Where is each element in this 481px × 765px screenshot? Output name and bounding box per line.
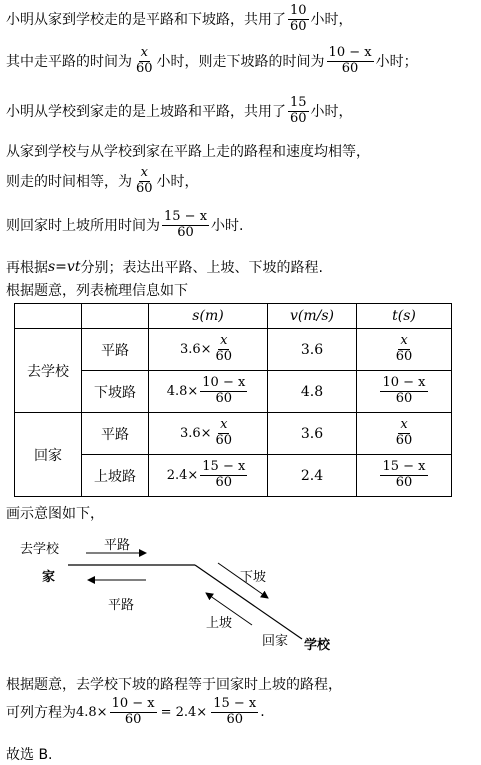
table-road-type: 下坡路 [82, 371, 149, 413]
table-time-cell [357, 413, 452, 455]
fraction-denominator: 60 [290, 18, 307, 34]
fraction-numerator: 10 − x [328, 45, 372, 60]
equation-fraction-2 [211, 697, 258, 728]
fraction-numerator: 10 − x [382, 375, 426, 391]
text-line-2 [6, 46, 418, 77]
fraction-total-time-home [288, 96, 309, 127]
equation-fraction-1 [110, 697, 157, 728]
table-header-empty [82, 304, 149, 329]
fraction-numerator: x [400, 333, 408, 349]
fraction-denominator: 60 [290, 110, 307, 126]
coefficient: 3.6× [179, 426, 212, 441]
fraction-denominator: 60 [215, 475, 233, 490]
table-time-cell [357, 455, 452, 497]
fraction-numerator: x [140, 45, 148, 60]
fraction-denominator: 60 [395, 475, 413, 490]
line1-suffix: 小时， [310, 12, 353, 29]
fraction [200, 460, 247, 491]
fraction-downhill-time [327, 46, 374, 77]
fraction-numerator: 10 − x [202, 375, 246, 391]
fraction-numerator: 15 [290, 95, 307, 110]
table-group-home: 回家 [15, 413, 82, 497]
fraction-denominator: 60 [341, 60, 359, 76]
label-home: 家 [42, 570, 56, 585]
fraction-denominator: 60 [395, 391, 413, 406]
label-flat-bottom: 平路 [108, 598, 135, 613]
text-line-3 [6, 96, 353, 127]
fraction-denominator: 60 [215, 391, 233, 406]
table-header-row [15, 304, 452, 329]
fraction [380, 460, 427, 491]
line6-suffix: 小时. [211, 218, 244, 235]
conclusion-line-1 [6, 674, 342, 694]
line8-text: 根据题意，列表梳理信息如下 [6, 283, 188, 299]
equation-coef-1: 4.8× [76, 704, 108, 720]
table-road-type: 平路 [82, 329, 149, 371]
route-diagram [0, 525, 481, 660]
table-header-empty [15, 304, 82, 329]
table-distance-cell [149, 413, 268, 455]
fraction-numerator: 15 − x [382, 459, 426, 475]
table-time-cell [357, 371, 452, 413]
table-speed-cell: 3.6 [268, 329, 357, 371]
text-line-8 [6, 280, 188, 300]
label-school: 学校 [304, 638, 331, 653]
fraction-uphill-time [162, 210, 209, 241]
fraction-denominator: 60 [177, 224, 194, 240]
equation-prefix: 可列方程为 [6, 705, 76, 722]
fraction [394, 334, 415, 365]
fraction-numerator: 15 − x [164, 209, 208, 224]
label-downhill: 下坡 [240, 570, 267, 585]
line2-prefix: 其中走平路的时间为 [6, 54, 132, 71]
line3-suffix: 小时， [310, 104, 353, 121]
line7-prefix: 再根据 [6, 260, 48, 276]
conclusion-equation-line [6, 697, 265, 728]
fraction-numerator: x [400, 417, 408, 433]
table-distance-cell [149, 455, 268, 497]
fraction-denominator: 60 [215, 349, 233, 364]
fraction-flat-time-home [134, 166, 155, 197]
fraction-denominator: 60 [136, 180, 153, 196]
conclusion-text-1: 根据题意，去学校下坡的路程等于回家时上坡的路程， [6, 677, 342, 693]
fraction-denominator: 60 [124, 711, 142, 727]
line2-suffix: 小时； [375, 54, 418, 71]
table-speed-cell: 4.8 [268, 371, 357, 413]
table-group-to-school: 去学校 [15, 329, 82, 413]
diagram-intro [6, 503, 104, 523]
equation-suffix: . [260, 704, 265, 721]
line4-text: 从家到学校与从学校到家在平路上走的路程和速度均相等， [6, 144, 370, 160]
fraction-total-time-to-school [288, 4, 309, 35]
fraction-numerator: x [220, 417, 228, 433]
line1-prefix: 小明从家到学校走的是平路和下坡路，共用了 [6, 12, 286, 29]
line3-prefix: 小明从学校到家走的是上坡路和平路，共用了 [6, 104, 286, 121]
fraction-denominator: 60 [395, 433, 413, 448]
fraction-denominator: 60 [215, 433, 233, 448]
line5-prefix: 则走的时间相等，为 [6, 174, 132, 191]
fraction-numerator: 10 − x [111, 696, 155, 711]
fraction-denominator: 60 [226, 711, 243, 727]
table-speed-cell: 3.6 [268, 413, 357, 455]
fraction-numerator: 15 − x [213, 696, 257, 711]
fraction-numerator: 10 [290, 3, 307, 18]
line7-suffix: 分别；表达出平路、上坡、下坡的路程. [80, 260, 323, 276]
line2-middle: 小时，则走下坡路的时间为 [156, 54, 325, 71]
text-line-5 [6, 166, 199, 197]
table-header-distance: s(m) [149, 304, 268, 329]
diagram-intro-text: 画示意图如下， [6, 506, 104, 522]
table-header-speed: v(m/s) [268, 304, 357, 329]
table-distance-cell [149, 371, 268, 413]
line6-prefix: 则回家时上坡所用时间为 [6, 218, 160, 235]
label-uphill: 上坡 [206, 616, 233, 631]
formula-s-vt: s=vt [48, 259, 81, 275]
coefficient: 3.6× [179, 342, 212, 357]
table-time-cell [357, 329, 452, 371]
label-flat-top: 平路 [104, 538, 131, 553]
text-line-6 [6, 210, 243, 241]
label-to-school: 去学校 [20, 542, 60, 557]
equation-equals: = 2.4× [160, 704, 208, 720]
fraction [214, 334, 235, 365]
table-speed-cell: 2.4 [268, 455, 357, 497]
fraction-denominator: 60 [395, 349, 413, 364]
fraction [394, 418, 415, 449]
text-line-7 [6, 257, 323, 277]
fraction-numerator: x [140, 165, 148, 180]
answer-text: 故选 B. [6, 747, 53, 763]
line5-suffix: 小时， [156, 174, 199, 191]
table-road-type: 平路 [82, 413, 149, 455]
table-row [15, 329, 452, 371]
conclusion-line-3 [6, 744, 53, 764]
fraction [214, 418, 235, 449]
fraction-denominator: 60 [136, 60, 153, 76]
table-row [15, 413, 452, 455]
label-go-home: 回家 [262, 634, 289, 649]
fraction-flat-time [134, 46, 155, 77]
text-line-1 [6, 4, 353, 35]
coefficient: 2.4× [166, 468, 199, 483]
fraction-numerator: x [220, 333, 228, 349]
fraction-numerator: 15 − x [202, 459, 246, 475]
fraction [200, 376, 247, 407]
fraction [380, 376, 427, 407]
table-road-type: 上坡路 [82, 455, 149, 497]
table-header-time: t(s) [357, 304, 452, 329]
text-line-4 [6, 141, 370, 161]
table-distance-cell [149, 329, 268, 371]
coefficient: 4.8× [166, 384, 199, 399]
info-table [14, 303, 452, 497]
